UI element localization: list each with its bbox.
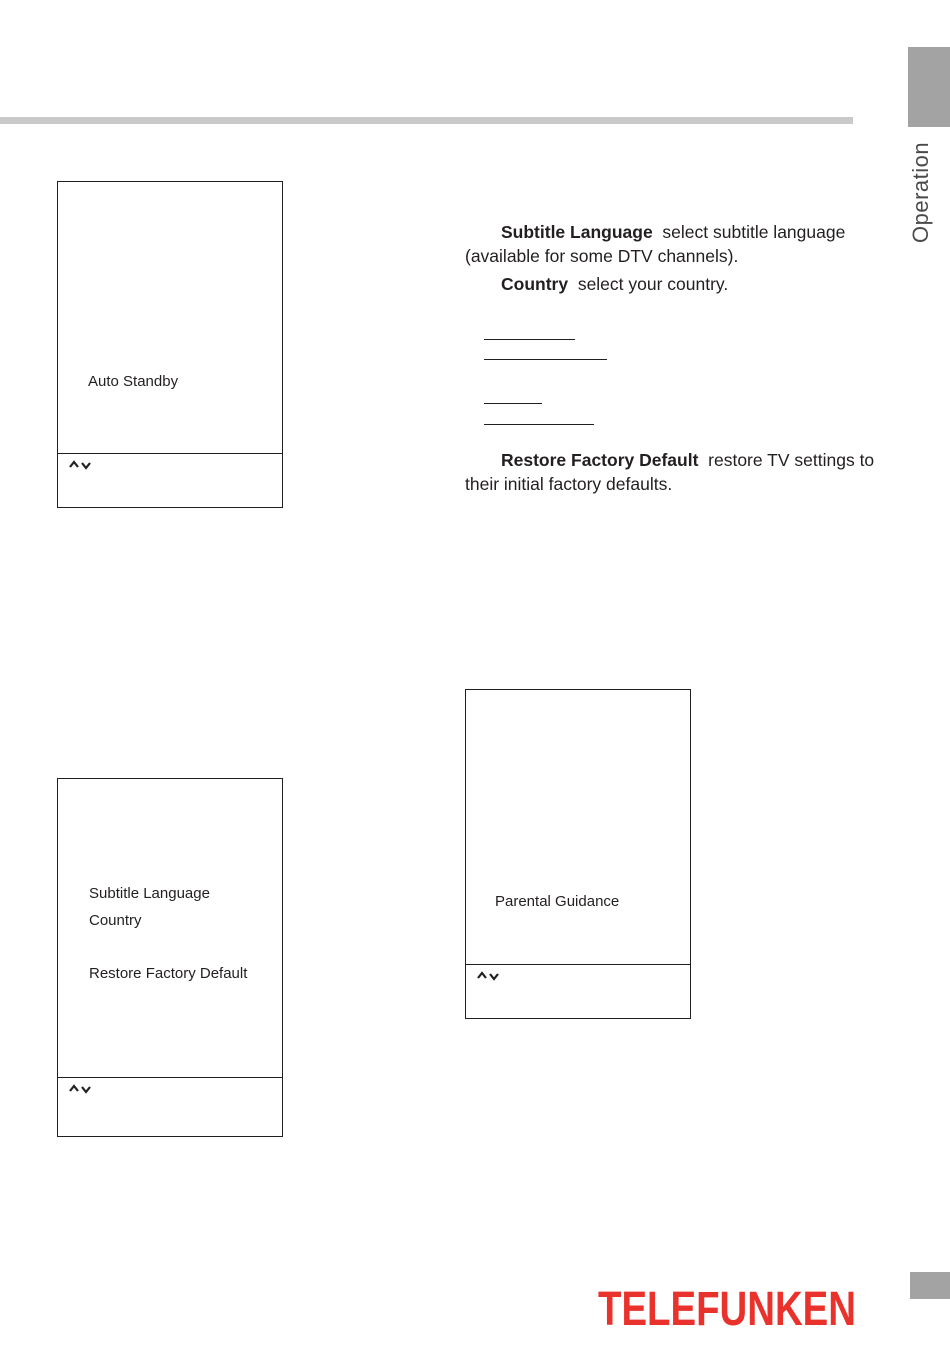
definition-restore-factory-default: restore TV settings to their initial factory defaults. [465, 450, 875, 494]
definition-country: select your country. [577, 274, 729, 294]
up-down-arrows-icon [68, 1082, 94, 1096]
blank-line [484, 339, 575, 340]
menu-panel-3 [465, 689, 691, 1019]
menu-footer [466, 964, 690, 1019]
page-tab-marker [910, 1272, 950, 1299]
menu-footer [58, 453, 282, 508]
blank-line [484, 424, 594, 425]
menu-panel-1 [57, 181, 283, 508]
telefunken-logo [596, 1284, 858, 1334]
menu-panel-2 [57, 778, 283, 1137]
description-country [465, 272, 875, 296]
menu-item-restore-factory-default[interactable]: Restore Factory Default [89, 965, 248, 982]
definition-subtitle-language: select subtitle language (available for some DTV channels). [465, 222, 846, 266]
section-tab-marker [908, 47, 950, 127]
term-restore-factory-default: Restore Factory Default [501, 450, 699, 470]
description-restore-factory-default [465, 448, 875, 496]
menu-item-country[interactable]: Country [89, 912, 142, 929]
blank-line [484, 359, 607, 360]
brand-wordmark: TELEFUNKEN [598, 1283, 856, 1336]
up-down-arrows-icon [68, 458, 94, 472]
term-subtitle-language: Subtitle Language [501, 222, 653, 242]
menu-item-subtitle-language[interactable]: Subtitle Language [89, 885, 210, 902]
section-tab-label: Operation [908, 141, 933, 243]
up-down-arrows-icon [476, 969, 502, 983]
header-rule [0, 117, 853, 124]
menu-item-auto-standby[interactable]: Auto Standby [88, 373, 179, 390]
blank-line [484, 403, 542, 404]
term-country: Country [501, 274, 569, 294]
description-subtitle-language [465, 220, 875, 268]
menu-footer [58, 1077, 282, 1137]
menu-item-parental-guidance[interactable]: Parental Guidance [495, 893, 620, 910]
